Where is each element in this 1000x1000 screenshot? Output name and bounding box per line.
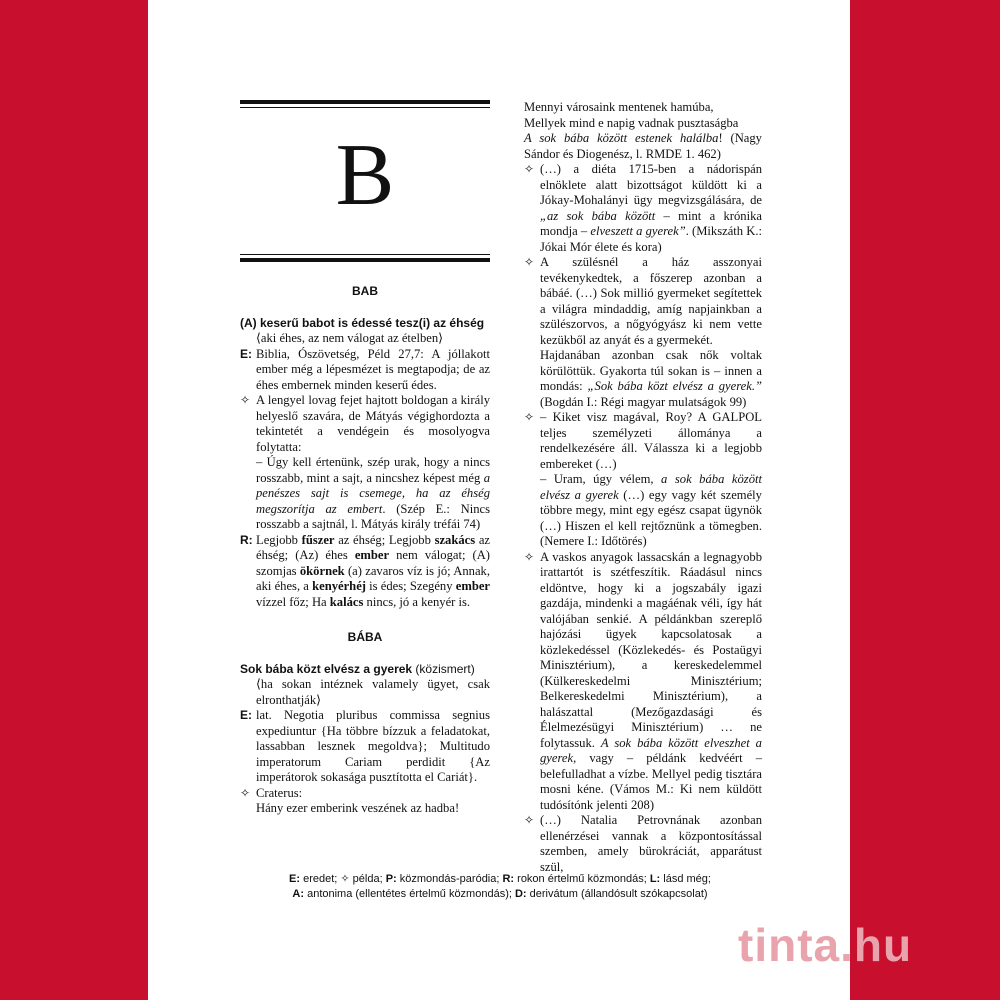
top-rule — [240, 100, 490, 104]
origin-marker: E: — [240, 346, 252, 361]
example-block: ✧ – Kiket visz magával, Roy? A GALPOL teljes személyzeti állománya a rendelkezésére áll. Válassza ki a legjobb embereket (…) — [524, 410, 762, 471]
keyword: ökörnek — [299, 563, 345, 578]
example-block: ✧ Craterus: — [240, 785, 303, 800]
keyword: kalács — [329, 594, 364, 609]
legend-key: L: — [649, 873, 661, 885]
legend-key: A: — [292, 888, 305, 900]
section-letter: B — [335, 127, 395, 224]
entry-title: Sok bába közt elvész a gyerek (közismert) — [240, 661, 475, 676]
right-column — [524, 100, 762, 875]
origin-block: E: Biblia, Ószövetség, Péld 27,7: A jóllakott ember még a lépesmézet is megtapodja; de az éhes embernek minden keserű édes. — [240, 346, 490, 392]
related-marker: R: — [240, 532, 253, 547]
legend-key: P: — [385, 873, 397, 885]
legend-key: D: — [514, 888, 527, 900]
example-text: – Uram, úgy vélem, a sok bába között elvész a gyerek (…) egy vagy két személy többre megy, mint egy egész csapat ügynök (…) Hiszen el kell rejtőznünk a tömegben. (Nemere I.: Időtörés) — [540, 472, 762, 548]
diamond-icon: ✧ — [524, 813, 535, 827]
keyword: fűszer — [301, 532, 335, 547]
legend-text: rokon értelmű közmondás; — [514, 873, 650, 885]
headword-baba: BÁBA — [347, 630, 383, 644]
legend-text: derivátum (állandósult szókapcsolat) — [526, 888, 708, 900]
verse-line: Mellyek mind e napig vadnak pusztaságba — [524, 115, 739, 130]
verse-line: Mennyi városaink mentenek hamúba, — [524, 100, 714, 114]
example-text: Hajdanában azonban csak nők voltak körülöttük. Gyakorta túl sokan is – innen a mondás: „Sok bába közt elvész a gyerek.” (Bogdán I.: Régi magyar mulatságok 99) — [540, 348, 763, 409]
related-proverbs: R: Legjobb fűszer az éhség; Legjobb szakács az éhség; (Az) éhes ember nem válogat; (A) szomjas ökörnek (a) zavaros víz is jó; Annak, aki éhes, a kenyérhéj is édes; Szegény ember vízzel főz; Ha kalács nincs, jó a kenyér is. — [240, 532, 491, 609]
diamond-icon: ✧ — [240, 785, 251, 800]
top-rule-thin — [240, 107, 490, 108]
legend-text: antonima (ellentétes értelmű közmondás); — [304, 888, 515, 900]
diamond-icon: ✧ — [524, 255, 535, 269]
example-block: ✧ (…) Natalia Petrovnának azonban ellenérzései vannak a központosítással szemben, amely bürokráciát, apparátust szül, — [524, 813, 762, 874]
example-block: ✧ (…) a diéta 1715-ben a nádorispán elnöklete alatt bizottságot küldött ki a Jókay-Mohalányi ügy megvizsgálására, de „az sok bába között – mint a krónika mondja – elveszett a gyerek”. (Mikszáth K.: Jókai Mór élete és kora) — [524, 162, 762, 254]
keyword: kenyérhéj — [312, 579, 366, 593]
legend-text: közmondás-paródia; — [396, 873, 503, 885]
legend-line-1 — [160, 872, 840, 887]
tinta-logo: tinta.hu — [738, 919, 913, 971]
diamond-icon: ✧ — [524, 410, 535, 424]
entry-gloss: ⟨ha sokan intéznek valamely ügyet, csak elronthatják⟩ — [256, 677, 490, 707]
left-column — [240, 284, 490, 817]
keyword: ember — [354, 548, 390, 562]
entry-title: (A) keserű babot is édessé tesz(i) az éhség — [240, 315, 485, 330]
diamond-icon: ✧ — [524, 549, 535, 564]
example-text: Hány ezer emberink veszének az hadba! — [256, 801, 460, 815]
origin-marker: E: — [240, 708, 252, 722]
origin-block: E: lat. Negotia pluribus commissa segnius expediuntur {Ha többre bízzuk a feladatokat, lassabban lesznek megoldva}; Multitudo imperatorum Cariam perdidit {Az imperátorok sokasága pusztította el Cariát}. — [240, 708, 490, 784]
legend-text: eredet; ✧ példa; — [300, 873, 386, 885]
example-block: ✧ A vaskos anyagok lassacskán a legnagyobb irattartót is szétfeszítik. Ráadásul nincs eldöntve, hogy ki a jogszabály igazi gazdája, mindenki a magáénak véli, így hát valójában senkié. A példánkban szereplő hajózási ügyek kapcsolatosak a közlekedéssel (Közlekedés- és Postaügyi Minisztérium), a kereskedelemmel (Külkereskedelmi Minisztérium; Belkereskedelmi Minisztérium), a halászattal (Mezőgazdasági és Élelmezésügyi Minisztérium) … ne folytassuk. A sok bába között elveszhet a gyerek, vagy – példánk kedvéért – belefulladhat a vízbe. Mellyel pedig tisztára mosni kéne. (Vámos M.: Ki nem küldött tudósítónk jelenti 208) — [524, 549, 762, 812]
legend-text: lásd még; — [660, 873, 711, 885]
legend-line-2 — [160, 887, 840, 902]
keyword: ember — [455, 579, 490, 593]
bottom-rule-thin — [240, 254, 490, 255]
bottom-rule — [240, 258, 490, 262]
keyword: szakács — [434, 532, 476, 547]
headword-bab: BAB — [352, 284, 378, 298]
example-block: ✧ A szülésnél a ház asszonyai tevékenykedtek, a főszerep azonban a bábáé. (…) Sok millió gyermeket segítettek a világra mindaddig, amíg napjainkban a szülészorvos, a nőgyógyász ki nem vette kezükből az anyát és a gyermekét. — [524, 255, 762, 347]
entry-gloss: ⟨aki éhes, az nem válogat az ételben⟩ — [256, 331, 444, 345]
example-block: ✧ A lengyel lovag fejet hajtott boldogan a király helyeslő szavára, de Mátyás végighordozta a tekintetét a vendégein és mosolyogva folytatta: — [240, 393, 490, 454]
verse-line: A sok bába között estenek halálba! (Nagy Sándor és Diogenész, l. RMDE 1. 462) — [524, 131, 762, 161]
legend-key: E: — [289, 873, 301, 885]
diamond-icon: ✧ — [240, 393, 251, 407]
diamond-icon: ✧ — [524, 162, 535, 176]
example-text: – Úgy kell értenünk, szép urak, hogy a nincs rosszabb, mint a sajt, a nincshez képest még a penészes sajt is csemege, ha az éhség megszorítja az embert. (Szép E.: Nincs rosszabb a sajtnál, l. Mátyás király tréfái 74) — [256, 455, 490, 531]
legend-key: R: — [502, 873, 515, 885]
